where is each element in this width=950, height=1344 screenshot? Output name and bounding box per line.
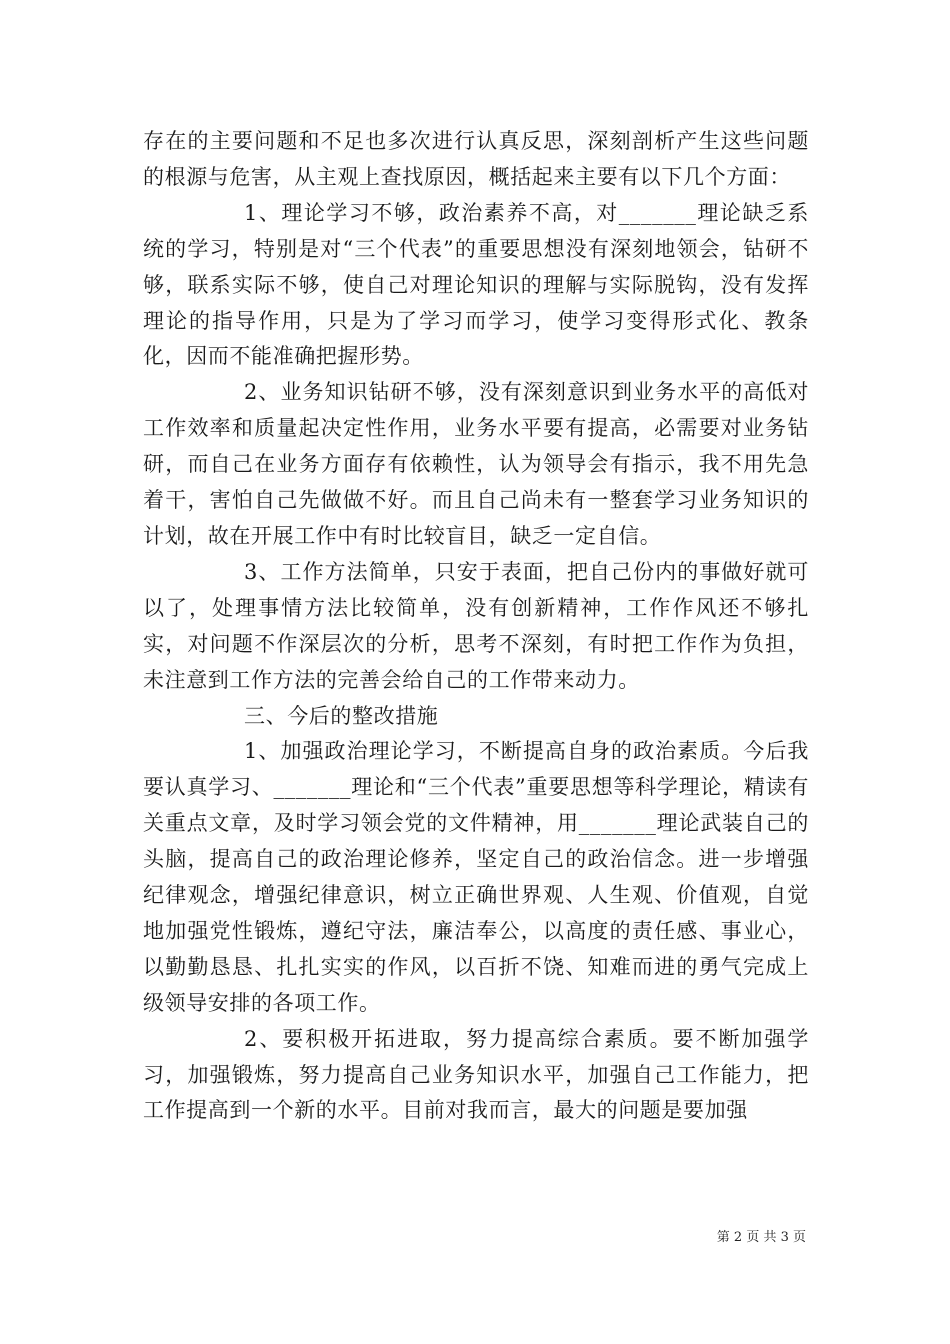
paragraph-issue-2-business: 2、业务知识钻研不够，没有深刻意识到业务水平的高低对工作效率和质量起决定性作用，业务水平要有提高，必需要对业务钻研，而自己在业务方面存有依赖性，认为领导会有指示，我不用先急着干，害怕自己先做做不好。而且自己尚未有一整套学习业务知识的计划，故在开展工作中有时比较盲目，缺乏一定自信。 bbox=[143, 380, 809, 548]
section-heading-rectification: 三、今后的整改措施 bbox=[244, 703, 439, 728]
paragraph-measure-1-politics: 1、加强政治理论学习，不断提高自身的政治素质。今后我要认真学习、_______理论和“三个代表”重要思想等科学理论，精读有关重点文章，及时学习领会党的文件精神，用_______理论武装自己的头脑，提高自己的政治理论修养，坚定自己的政治信念。进一步增强纪律观念，增强纪律意识，树立正确世界观、人生观、价值观，自觉地加强党性锻炼，遵纪守法，廉洁奉公，以高度的责任感、事业心，以勤勤恳恳、扎扎实实的作风，以百折不饶、知难而进的勇气完成上级领导安排的各项工作。 bbox=[143, 739, 809, 1015]
paragraph-issue-3-method: 3、工作方法简单，只安于表面，把自己份内的事做好就可以了，处理事情方法比较简单，没有创新精神，工作作风还不够扎实，对问题不作深层次的分析，思考不深刻，有时把工作作为负担，未注意到工作方法的完善会给自己的工作带来动力。 bbox=[143, 559, 809, 692]
document-body bbox=[143, 124, 809, 1129]
paragraph-intro-continuation: 存在的主要问题和不足也多次进行认真反思，深刻剖析产生这些问题的根源与危害，从主观上查找原因，概括起来主要有以下几个方面： bbox=[143, 129, 809, 189]
paragraph-issue-1-theory: 1、理论学习不够，政治素养不高，对_______理论缺乏系统的学习，特别是对“三个代表”的重要思想没有深刻地领会，钻研不够，联系实际不够，使自己对理论知识的理解与实际脱钩，没有发挥理论的指导作用，只是为了学习而学习，使学习变得形式化、教条化，因而不能准确把握形势。 bbox=[143, 200, 809, 369]
page-number-footer: 第 2 页 共 3 页 bbox=[716, 1230, 806, 1245]
paragraph-measure-2-quality: 2、要积极开拓进取，努力提高综合素质。要不断加强学习，加强锻炼，努力提高自己业务知识水平，加强自己工作能力，把工作提高到一个新的水平。目前对我而言，最大的问题是要加强 bbox=[143, 1026, 809, 1123]
